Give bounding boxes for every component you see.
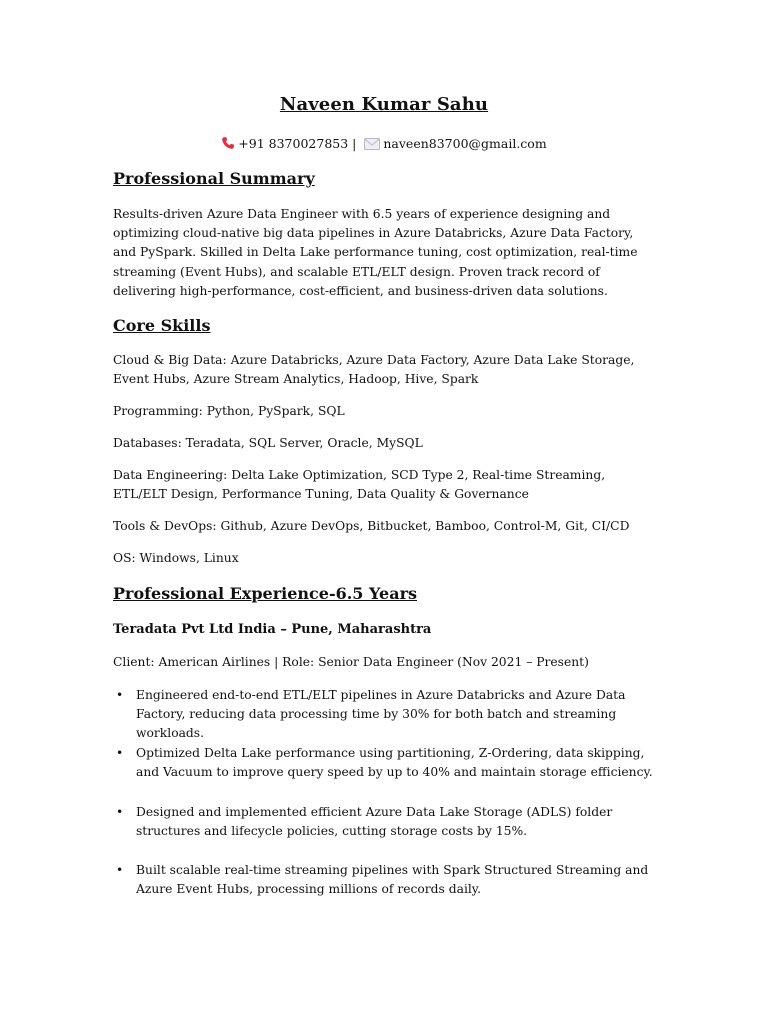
candidate-name: Naveen Kumar Sahu <box>279 94 489 115</box>
experience-bullet <box>113 861 658 899</box>
experience-bullet <box>113 686 658 744</box>
bullet-text: Engineered end-to-end ETL/ELT pipelines in Azure Databricks and Azure Data Factory, reducing data processing time by 30% for both batch and streaming workloads. <box>136 688 626 741</box>
skill-item: Cloud & Big Data: Azure Databricks, Azure Data Factory, Azure Data Lake Storage, Event Hubs, Azure Stream Analytics, Hadoop, Hive, Spark <box>113 353 635 387</box>
skills-heading: Core Skills <box>113 316 211 335</box>
skill-item: Tools & DevOps: Github, Azure DevOps, Bitbucket, Bamboo, Control-M, Git, CI/CD <box>113 519 630 533</box>
bullet-text: Designed and implemented efficient Azure Data Lake Storage (ADLS) folder structures and lifecycle policies, cutting storage costs by 15%. <box>136 805 613 839</box>
skill-item: Databases: Teradata, SQL Server, Oracle, MySQL <box>113 436 423 450</box>
bullet-text: Built scalable real-time streaming pipelines with Spark Structured Streaming and Azure Event Hubs, processing millions of records daily. <box>136 863 649 897</box>
skill-item: Data Engineering: Delta Lake Optimization, SCD Type 2, Real-time Streaming, ETL/ELT Design, Performance Tuning, Data Quality & Governance <box>113 468 606 502</box>
bullet-text: Optimized Delta Lake performance using partitioning, Z-Ordering, data skipping, and Vacuum to improve query speed by up to 40% and maintain storage efficiency. <box>136 746 653 780</box>
summary-text: Results-driven Azure Data Engineer with 6.5 years of experience designing and optimizing cloud-native big data pipelines in Azure Databricks, Azure Data Factory, and PySpark. Skilled in Delta Lake performance tuning, cost optimization, real-time streaming (Event Hubs), and scalable ETL/ELT design. Proven track record of delivering high-performance, cost-efficient, and business-driven data solutions. <box>113 207 638 298</box>
bullet-icon: • <box>116 805 124 819</box>
experience-heading: Professional Experience-6.5 Years <box>113 584 418 603</box>
phone-icon-shape <box>222 137 234 149</box>
phone-number: +91 8370027853 | <box>238 136 357 151</box>
mail-icon <box>364 138 380 153</box>
bullet-icon: • <box>116 863 124 877</box>
contact-line <box>0 136 768 153</box>
phone-icon <box>221 136 235 153</box>
bullet-icon: • <box>116 746 124 760</box>
experience-bullet <box>113 744 658 782</box>
experience-bullet <box>113 803 658 841</box>
skill-item: Programming: Python, PySpark, SQL <box>113 404 345 418</box>
company-line: Teradata Pvt Ltd India – Pune, Maharashtra <box>113 622 432 637</box>
email-link[interactable]: naveen83700@gmail.com <box>383 136 547 151</box>
client-role-line: Client: American Airlines | Role: Senior Data Engineer (Nov 2021 – Present) <box>113 655 589 669</box>
skill-item: OS: Windows, Linux <box>113 551 239 565</box>
summary-heading: Professional Summary <box>113 169 315 188</box>
bullet-icon: • <box>116 688 124 702</box>
